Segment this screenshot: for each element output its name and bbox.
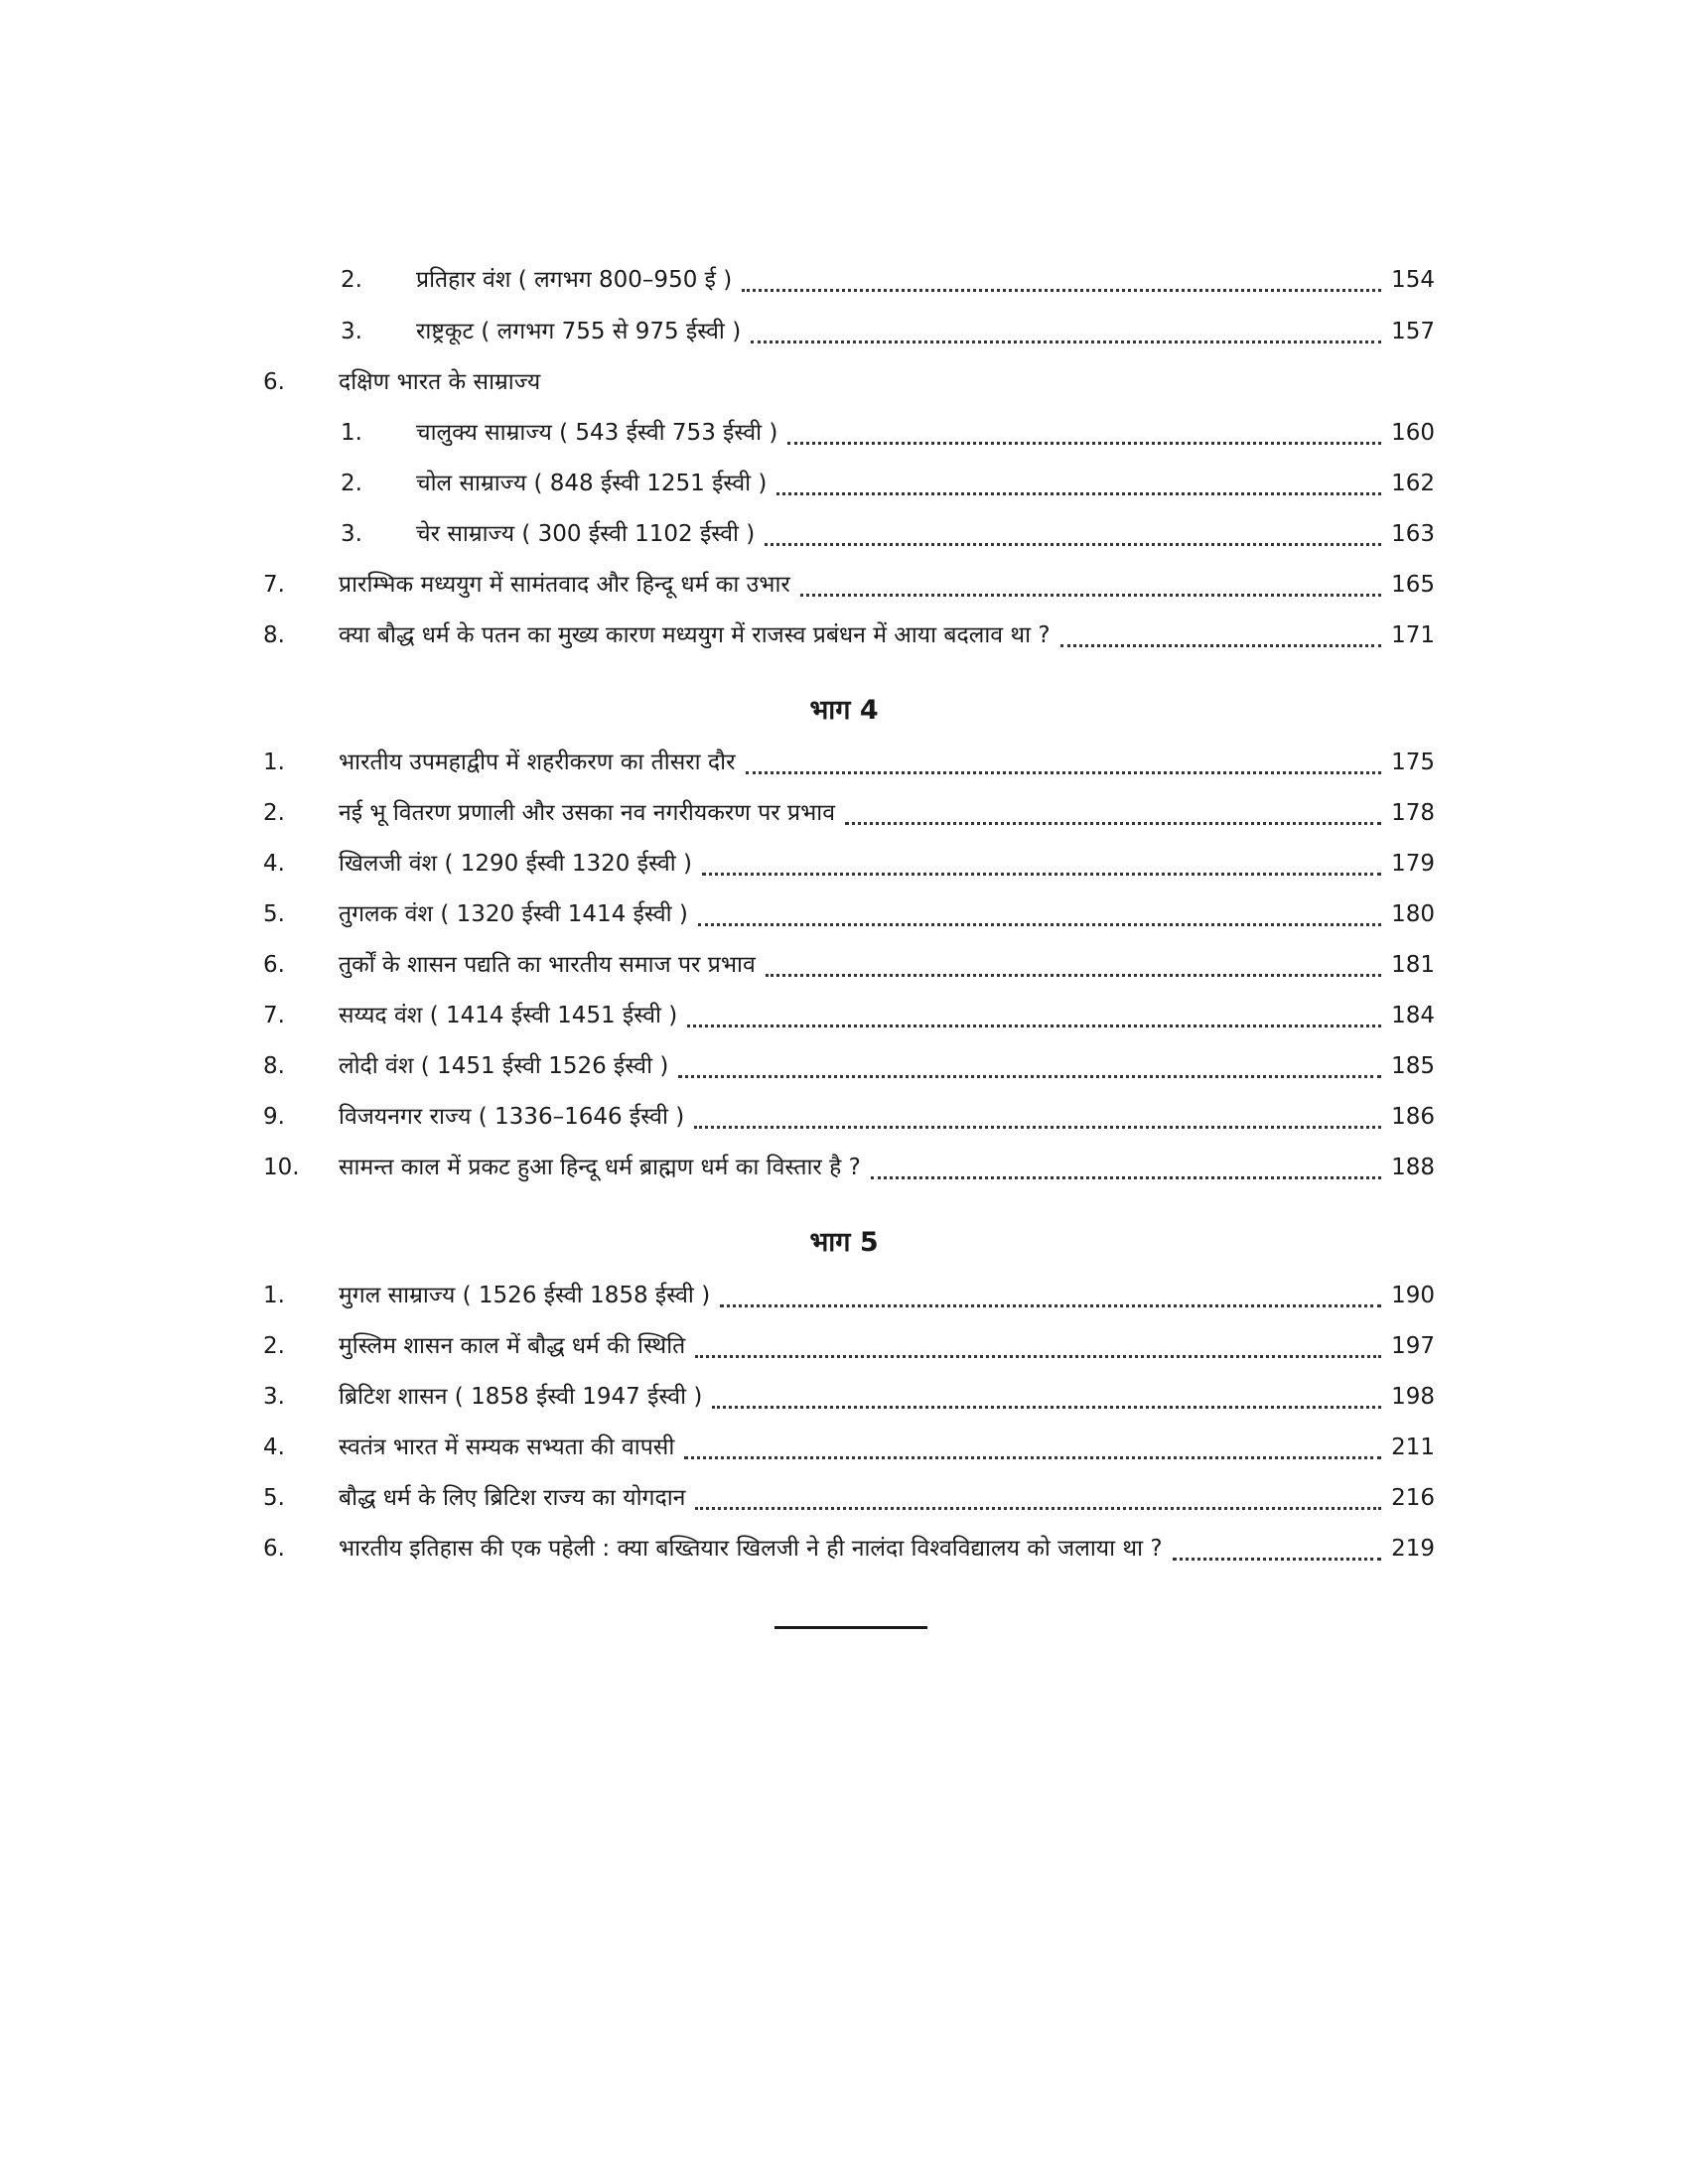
entry-page: 178	[1391, 800, 1435, 826]
entry-number: 5.	[263, 1485, 285, 1511]
toc-entry	[263, 1095, 1435, 1139]
entry-number: 4.	[263, 1434, 285, 1460]
entry-title: सय्यद वंश ( 1414 ईस्वी 1451 ईस्वी )	[339, 1003, 678, 1028]
toc-entry	[263, 258, 1435, 302]
toc-entry	[263, 741, 1435, 784]
dot-leader	[1060, 644, 1382, 647]
entry-page: 175	[1391, 750, 1435, 775]
entry-title: भारतीय उपमहाद्वीप में शहरीकरण का तीसरा दौर	[339, 750, 736, 775]
entry-number: 6.	[263, 369, 285, 395]
entry-title: बौद्ध धर्म के लिए ब्रिटिश राज्य का योगदान	[339, 1485, 686, 1511]
part-4-heading: भाग 4	[809, 695, 879, 726]
dot-leader	[684, 1456, 1381, 1459]
end-rule	[774, 1626, 927, 1629]
entry-title: मुस्लिम शासन काल में बौद्ध धर्म की स्थिति	[339, 1333, 686, 1359]
entry-number: 6.	[263, 952, 285, 978]
dot-leader	[776, 492, 1381, 495]
dot-leader	[751, 341, 1381, 343]
entry-title: भारतीय इतिहास की एक पहेली : क्या बख्तियार खिलजी ने ही नालंदा विश्वविद्यालय को जलाया था ?	[339, 1536, 1163, 1562]
entry-title: दक्षिण भारत के साम्राज्य	[339, 369, 541, 395]
entry-page: 198	[1391, 1384, 1435, 1410]
entry-number: 1.	[263, 750, 285, 775]
dot-leader	[766, 974, 1381, 977]
entry-title: स्वतंत्र भारत में सम्यक सभ्यता की वापसी	[339, 1434, 675, 1460]
toc-entry	[263, 994, 1435, 1037]
entry-number: 3.	[341, 521, 362, 547]
dot-leader	[678, 1075, 1381, 1078]
entry-number: 8.	[263, 622, 285, 648]
entry-page: 188	[1391, 1155, 1435, 1180]
entry-number: 6.	[263, 1536, 285, 1562]
entry-number: 4.	[263, 851, 285, 877]
entry-title: तुर्कों के शासन पद्यति का भारतीय समाज पर प्रभाव	[339, 952, 756, 978]
part-5-heading: भाग 5	[809, 1227, 879, 1258]
entry-number: 2.	[341, 471, 362, 496]
dot-leader	[702, 873, 1381, 876]
entry-page: 185	[1391, 1053, 1435, 1079]
entry-title: मुगल साम्राज्य ( 1526 ईस्वी 1858 ईस्वी )	[339, 1283, 711, 1308]
entry-page: 160	[1391, 420, 1435, 446]
dot-leader	[871, 1176, 1381, 1179]
entry-number: 2.	[341, 267, 362, 293]
toc-entry	[263, 1527, 1435, 1570]
dot-leader	[687, 1024, 1381, 1027]
entry-page: 219	[1391, 1536, 1435, 1562]
toc-entry	[263, 1426, 1435, 1469]
toc-entry	[263, 1375, 1435, 1419]
entry-title: तुगलक वंश ( 1320 ईस्वी 1414 ईस्वी )	[339, 901, 688, 927]
entry-page: 179	[1391, 851, 1435, 877]
dot-leader	[800, 594, 1381, 597]
entry-page: 162	[1391, 471, 1435, 496]
toc-entry	[263, 1146, 1435, 1189]
entry-title: चालुक्य साम्राज्य ( 543 ईस्वी 753 ईस्वी )	[416, 420, 778, 446]
toc-entry	[263, 1324, 1435, 1368]
entry-title: चोल साम्राज्य ( 848 ईस्वी 1251 ईस्वी )	[416, 471, 768, 496]
entry-number: 7.	[263, 1003, 285, 1028]
entry-number: 2.	[263, 1333, 285, 1359]
entry-number: 2.	[263, 800, 285, 826]
entry-page: 197	[1391, 1333, 1435, 1359]
entry-page: 211	[1391, 1434, 1435, 1460]
dot-leader	[1173, 1558, 1382, 1561]
entry-title: क्या बौद्ध धर्म के पतन का मुख्य कारण मध्ययुग में राजस्व प्रबंधन में आया बदलाव था ?	[339, 622, 1051, 648]
toc-entry	[263, 563, 1435, 607]
toc-entry	[263, 1476, 1435, 1520]
dot-leader	[746, 771, 1382, 774]
entry-title: विजयनगर राज्य ( 1336–1646 ईस्वी )	[339, 1104, 685, 1130]
entry-number: 3.	[263, 1384, 285, 1410]
entry-page: 216	[1391, 1485, 1435, 1511]
entry-title: खिलजी वंश ( 1290 ईस्वी 1320 ईस्वी )	[339, 851, 692, 877]
toc-entry	[263, 614, 1435, 657]
entry-page: 181	[1391, 952, 1435, 978]
dot-leader	[712, 1406, 1381, 1409]
dot-leader	[742, 289, 1381, 292]
toc-entry	[263, 512, 1435, 556]
entry-page: 190	[1391, 1283, 1435, 1308]
dot-leader	[695, 1355, 1381, 1358]
toc-entry	[263, 1044, 1435, 1088]
toc-entry	[263, 791, 1435, 835]
toc-entry	[263, 892, 1435, 936]
toc-entry	[263, 462, 1435, 505]
dot-leader	[787, 442, 1381, 445]
entry-title: प्रतिहार वंश ( लगभग 800–950 ई )	[416, 267, 733, 293]
entry-page: 165	[1391, 572, 1435, 598]
entry-title: लोदी वंश ( 1451 ईस्वी 1526 ईस्वी )	[339, 1053, 669, 1079]
toc-entry	[263, 1274, 1435, 1317]
dot-leader	[765, 543, 1381, 546]
dot-leader	[845, 822, 1381, 825]
entry-page: 180	[1391, 901, 1435, 927]
toc-entry	[263, 310, 1435, 353]
entry-number: 10.	[263, 1155, 300, 1180]
dot-leader	[698, 923, 1381, 926]
entry-title: प्रारम्भिक मध्ययुग में सामंतवाद और हिन्दू धर्म का उभार	[339, 572, 790, 598]
toc-entry	[263, 943, 1435, 987]
entry-page: 184	[1391, 1003, 1435, 1028]
entry-number: 3.	[341, 319, 362, 344]
entry-title: ब्रिटिश शासन ( 1858 ईस्वी 1947 ईस्वी )	[339, 1384, 703, 1410]
entry-number: 1.	[341, 420, 362, 446]
entry-page: 154	[1391, 267, 1435, 293]
entry-page: 186	[1391, 1104, 1435, 1130]
toc-entry	[263, 411, 1435, 455]
dot-leader	[720, 1304, 1381, 1307]
entry-number: 5.	[263, 901, 285, 927]
dot-leader	[694, 1126, 1381, 1129]
entry-title: राष्ट्रकूट ( लगभग 755 से 975 ईस्वी )	[416, 319, 742, 344]
dot-leader	[695, 1507, 1381, 1510]
toc-entry	[263, 842, 1435, 886]
toc-entry	[263, 360, 1435, 404]
entry-page: 163	[1391, 521, 1435, 547]
entry-page: 157	[1391, 319, 1435, 344]
entry-number: 7.	[263, 572, 285, 598]
entry-title: नई भू वितरण प्रणाली और उसका नव नगरीयकरण पर प्रभाव	[339, 800, 835, 826]
entry-number: 1.	[263, 1283, 285, 1308]
entry-number: 8.	[263, 1053, 285, 1079]
entry-title: सामन्त काल में प्रकट हुआ हिन्दू धर्म ब्राह्मण धर्म का विस्तार है ?	[339, 1155, 861, 1180]
entry-page: 171	[1391, 622, 1435, 648]
entry-number: 9.	[263, 1104, 285, 1130]
entry-title: चेर साम्राज्य ( 300 ईस्वी 1102 ईस्वी )	[416, 521, 756, 547]
